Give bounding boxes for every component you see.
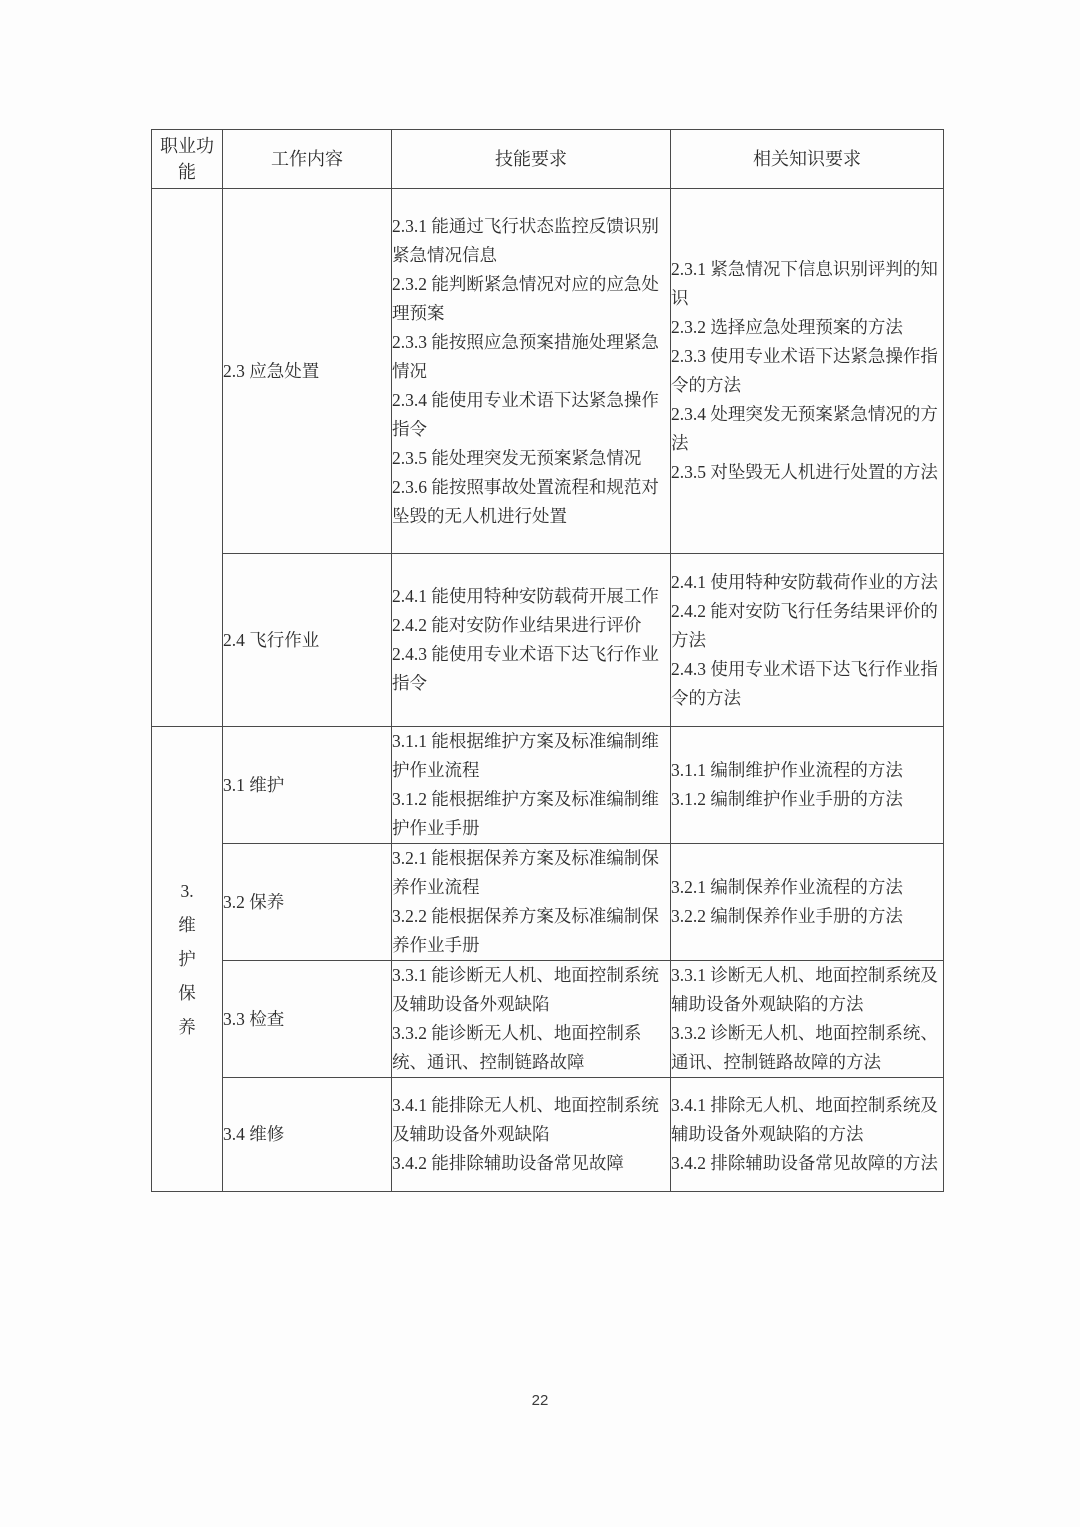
table-row — [152, 844, 944, 961]
requirement-item: 2.3.3 能按照应急预案措施处理紧急情况 — [392, 331, 659, 381]
skills-cell — [392, 961, 671, 1078]
requirement-item: 2.3.5 对坠毁无人机进行处置的方法 — [671, 462, 938, 482]
work-content-cell: 3.2 保养 — [223, 844, 392, 961]
knowledge-cell — [671, 189, 944, 554]
requirement-item: 2.3.1 紧急情况下信息识别评判的知识 — [671, 259, 938, 308]
requirement-item: 3.2.2 编制保养作业手册的方法 — [671, 906, 903, 926]
requirement-item: 3.4.2 能排除辅助设备常见故障 — [392, 1153, 624, 1173]
requirement-item: 2.3.2 选择应急处理预案的方法 — [671, 317, 903, 337]
requirement-item: 2.4.2 能对安防作业结果进行评价 — [392, 615, 642, 635]
requirement-item: 3.3.2 诊断无人机、地面控制系统、通讯、控制链路故障的方法 — [671, 1023, 938, 1072]
skills-cell — [392, 844, 671, 961]
requirement-item: 2.4.1 能使用特种安防载荷开展工作 — [392, 586, 659, 606]
requirement-item: 2.3.6 能按照事故处置流程和规范对坠毁的无人机进行处置 — [392, 476, 659, 526]
requirement-item: 3.4.1 排除无人机、地面控制系统及辅助设备外观缺陷的方法 — [671, 1095, 938, 1144]
skills-cell — [392, 727, 671, 844]
requirement-item: 2.3.1 能通过飞行状态监控反馈识别紧急情况信息 — [392, 215, 659, 265]
work-content-cell: 3.3 检查 — [223, 961, 392, 1078]
requirement-item: 3.3.1 诊断无人机、地面控制系统及辅助设备外观缺陷的方法 — [671, 965, 938, 1014]
requirement-item: 3.2.1 编制保养作业流程的方法 — [671, 877, 903, 897]
header-row — [152, 130, 944, 189]
requirement-item: 2.4.1 使用特种安防载荷作业的方法 — [671, 571, 938, 592]
requirement-item: 3.2.2 能根据保养方案及标准编制保养作业手册 — [392, 906, 659, 955]
requirement-item: 2.4.3 能使用专业术语下达飞行作业指令 — [392, 644, 659, 693]
table-row — [152, 189, 944, 554]
header-knowledge-requirements: 相关知识要求 — [671, 130, 944, 189]
table-row — [152, 961, 944, 1078]
requirement-item: 2.4.3 使用专业术语下达飞行作业指令的方法 — [671, 658, 938, 708]
knowledge-cell — [671, 961, 944, 1078]
requirement-item: 2.3.4 能使用专业术语下达紧急操作指令 — [392, 389, 659, 439]
requirement-item: 3.3.2 能诊断无人机、地面控制系统、通讯、控制链路故障 — [392, 1023, 642, 1072]
skills-cell — [392, 554, 671, 727]
requirement-item: 2.3.4 处理突发无预案紧急情况的方法 — [671, 404, 938, 453]
knowledge-cell — [671, 554, 944, 727]
requirement-item: 3.1.2 能根据维护方案及标准编制维护作业手册 — [392, 789, 659, 838]
work-content-cell: 3.4 维修 — [223, 1078, 392, 1192]
requirement-item: 2.3.3 使用专业术语下达紧急操作指令的方法 — [671, 346, 938, 395]
requirement-item: 2.3.2 能判断紧急情况对应的应急处理预案 — [392, 273, 659, 323]
requirement-item: 3.4.1 能排除无人机、地面控制系统及辅助设备外观缺陷 — [392, 1095, 659, 1144]
work-content-cell: 2.3 应急处置 — [223, 189, 392, 554]
requirement-item: 3.1.1 能根据维护方案及标准编制维护作业流程 — [392, 731, 659, 780]
function-label: 3.维护保养 — [178, 881, 196, 1037]
header-skill-requirements: 技能要求 — [392, 130, 671, 189]
occupational-standard-table — [151, 129, 944, 1192]
requirement-item: 3.3.1 能诊断无人机、地面控制系统及辅助设备外观缺陷 — [392, 965, 659, 1014]
page-number: 22 — [531, 1392, 549, 1409]
work-content-cell: 2.4 飞行作业 — [223, 554, 392, 727]
function-cell-section3 — [152, 727, 223, 1192]
skills-cell — [392, 1078, 671, 1192]
header-function: 职业功能 — [152, 130, 223, 189]
header-work-content: 工作内容 — [223, 130, 392, 189]
table-row — [152, 1078, 944, 1192]
table-row — [152, 554, 944, 727]
function-cell-section2 — [152, 189, 223, 727]
requirement-item: 3.2.1 能根据保养方案及标准编制保养作业流程 — [392, 848, 659, 897]
skills-cell — [392, 189, 671, 554]
work-content-cell: 3.1 维护 — [223, 727, 392, 844]
requirement-item: 2.4.2 能对安防飞行任务结果评价的方法 — [671, 600, 938, 650]
requirement-item: 3.4.2 排除辅助设备常见故障的方法 — [671, 1153, 938, 1173]
knowledge-cell — [671, 727, 944, 844]
requirement-item: 3.1.2 编制维护作业手册的方法 — [671, 789, 903, 809]
requirement-item: 2.3.5 能处理突发无预案紧急情况 — [392, 447, 642, 468]
requirement-item: 3.1.1 编制维护作业流程的方法 — [671, 760, 903, 780]
knowledge-cell — [671, 844, 944, 961]
table-row — [152, 727, 944, 844]
knowledge-cell — [671, 1078, 944, 1192]
